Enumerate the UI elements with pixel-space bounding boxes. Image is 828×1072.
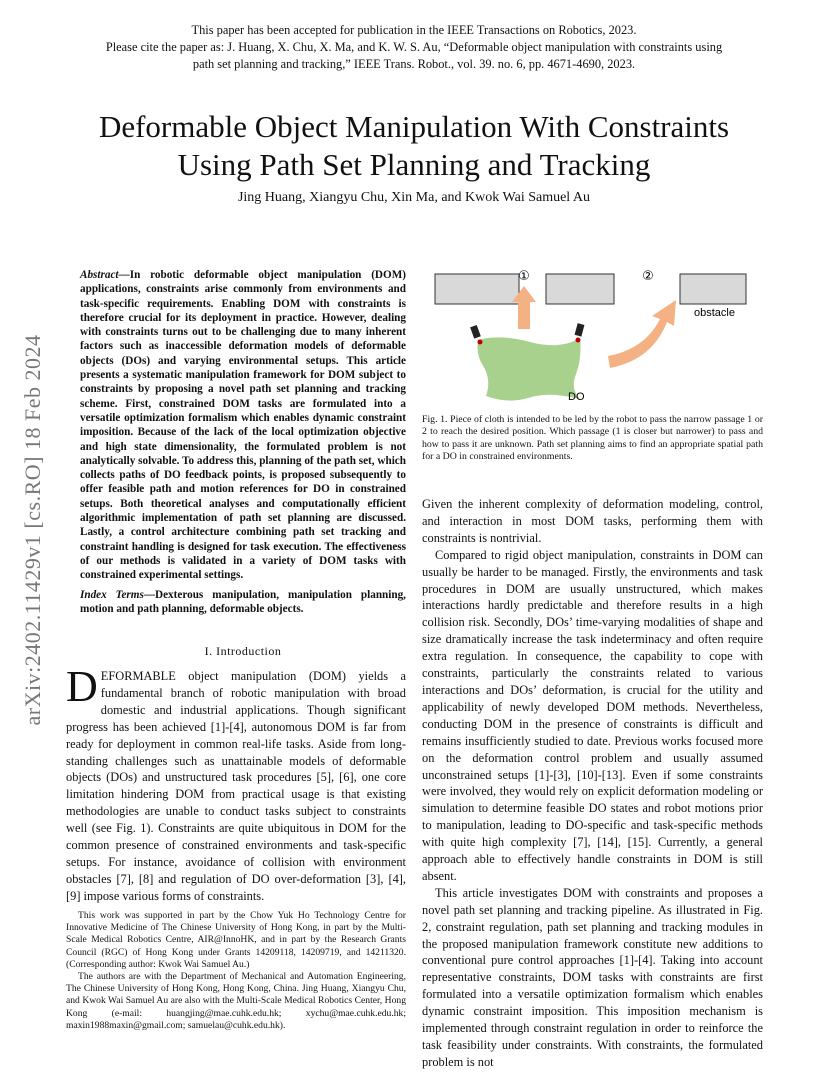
abstract-label: Abstract <box>80 269 119 281</box>
paragraph: This article investigates DOM with constraints and proposes a novel path set planning and tracking pipeline. As illustrated in Fig. 2, constraint regulation, path set planning and tracking modules in the proposed manipulation framework constitute new additions to conventional pure control approaches [1]-[4]. Taking into account representative constraints, DOM tasks with constraints are first formulated into a versatile optimization formalism which enables dynamic constraint imposition. This imposition mechanism is implemented through constraint regulation in order to reinforce the task feasibility under constraints. With constraints, the formulated problem is not <box>422 885 763 1069</box>
author-list: Jing Huang, Xiangyu Chu, Xin Ma, and Kwok Wai Samuel Au <box>237 190 591 205</box>
notice-line: This paper has been accepted for publication in the IEEE Transactions on Robotics, 2023. <box>191 23 637 37</box>
intro-paragraph <box>66 662 406 905</box>
section-heading: I. Introduction <box>204 644 282 658</box>
arxiv-stamp <box>18 290 48 770</box>
arxiv-id: arXiv:2402.11429v1 [cs.RO] 18 Feb 2024 <box>20 334 45 726</box>
figure-caption: Fig. 1. Piece of cloth is intended to be led by the robot to pass the narrow passage 1 or 2 to reach the desired position. Which passage (1 is closer but narrower) to pass and how to pass it are unknown. Path set planning aims to find an appropriate spatial path for a DO in constrained environments. <box>422 414 763 463</box>
gripper-right-icon <box>575 323 585 342</box>
footnotes <box>66 910 406 1032</box>
paragraph: Compared to rigid object manipulation, constraints in DOM can usually be harder to be managed. Firstly, the environments and task procedures in DOM are usually unstructured, which makes interactions hardly predictable and therefore results in a high collision risk. Secondly, DOs’ time-varying modalities of shape and size dramatically increase the task indeterminacy and often require extra regulation. In consequence, the capability to cope with constraints, particularly the constraints related to various interactions and DOs’ deformation, is crucial for the utility and applicability of newly developed DOM methods. Nevertheless, conducting DOM in the presence of constraints is difficult and remains insufficiently studied to date. Previous works focused more on the deformation control problem and usually assumed unconstrained setups [1]-[3], [10]-[13]. Even if some constraints were involved, they would rely on explicit deformation modeling or simulation to determine feasible DO states and robot motions prior to manipulation, leading to DO-specific and task-specific methods with quite high complexity [7], [14], [15]. Currently, a general approach able to effectively handle constraints in DOM is still absent. <box>422 547 763 883</box>
curved-arrow <box>608 300 676 368</box>
notice-line: path set planning and tracking,” IEEE Trans. Robot., vol. 39. no. 6, pp. 4671-4690, 2023. <box>192 57 636 71</box>
passage-2-label: ② <box>642 269 654 284</box>
do-label: DO <box>568 391 585 403</box>
drop-cap: D <box>66 662 98 711</box>
obstacle-label: obstacle <box>694 307 735 319</box>
index-text: —Dexterous manipulation, manipulation planning, motion and path planning, deformable objects. <box>80 589 406 616</box>
index-label: Index Terms <box>80 589 144 601</box>
intro-text: EFORMABLE object manipulation (DOM) yields a fundamental branch of robotic manipulation with broad domestic and industrial applications. Though significant progress has been achieved [1]-[4], autonomous DOM is far from ready for deployment in common real-life tasks. Aside from long-standing challenges such as unattainable models of deformable objects (DOs) and unstructured task procedures [5], [6], one core limitation hindering DOM from practical usage is that existing methodologies are unable to conduct tasks subject to constraints well (see Fig. 1). Constraints are quite ubiquitous in DOM for the common presence of constrained environments and task-specific setups. For instance, avoidance of collision with environment obstacles [7], [8] and regulation of DO over-deformation [3], [4], [9] impose various forms of constraints. <box>66 669 406 903</box>
cloth-do <box>478 337 581 400</box>
title-line: Deformable Object Manipulation With Constraints <box>98 109 730 144</box>
title-line: Using Path Set Planning and Tracking <box>177 147 651 182</box>
right-column <box>422 496 763 1071</box>
obstacle-box-right <box>680 274 746 304</box>
figure-1 <box>430 264 762 404</box>
paper-title <box>40 108 788 184</box>
obstacle-box-middle <box>546 274 614 304</box>
footnote-funding: This work was supported in part by the Chow Yuk Ho Technology Centre for Innovative Medicine of The Chinese University of Hong Kong, in part by the Multi-Scale Medical Robotics Centre, AIR@InnoHK, and in part by the Research Grants Council (RGC) of Hong Kong under Grants 14209118, 14209719, and 14211320. (Corresponding author: Kwok Wai Samuel Au.) <box>66 910 406 970</box>
publication-notice <box>40 22 788 73</box>
footnote-affiliation: The authors are with the Department of Mechanical and Automation Engineering, The Chinese University of Hong Kong, Hong Kong, China. Jing Huang, Xiangyu Chu, and Kwok Wai Samuel Au are also with the Multi-Scale Medical Robotics Center, Hong Kong (e-mail: huangjing@mae.cuhk.edu.hk; xychu@mae.cuhk.edu.hk; maxin1988maxin@gmail.com; samuelau@cuhk.edu.hk). <box>66 971 406 1031</box>
gripper-left-icon <box>470 325 482 345</box>
index-terms <box>80 588 406 617</box>
abstract-text: —In robotic deformable object manipulation (DOM) applications, constraints arise commonly from environments and task-specific requirements. Enabling DOM with constraints is therefore crucial for its deployment in practice. However, dealing with constraints turns out to be challenging due to many inherent factors such as inaccessible deformation models of deformable objects (DOs) and varying environmental setups. This article presents a systematic manipulation framework for DOM subject to constraints by proposing a novel path set planning and tracking scheme. First, constrained DOM tasks are formulated into a versatile optimization formalism which enables dynamic constraint imposition. Because of the lack of the local optimization objective and high state dimensionality, the formulated problem is not analytically solvable. To address this, planning of the path set, which collects paths of DO feedback points, is proposed subsequently to offer feasible path and motion references for DO in constrained setups. Both theoretical analyses and computationally efficient algorithmic implementation of path set planning are discussed. Lastly, a control architecture combining path set tracking and constraint handling is designed for task execution. The effectiveness of our methods is validated in a variety of DOM tasks with constrained experimental settings. <box>80 269 406 582</box>
notice-line: Please cite the paper as: J. Huang, X. Chu, X. Ma, and K. W. S. Au, “Deformable object manipulation with constraints using <box>105 40 723 54</box>
paragraph: Given the inherent complexity of deformation modeling, control, and interaction in most DOM tasks, performing them with constraints is nontrivial. <box>422 497 763 545</box>
abstract <box>80 268 406 583</box>
passage-1-label: ① <box>518 269 530 284</box>
obstacle-box-left <box>435 274 519 304</box>
